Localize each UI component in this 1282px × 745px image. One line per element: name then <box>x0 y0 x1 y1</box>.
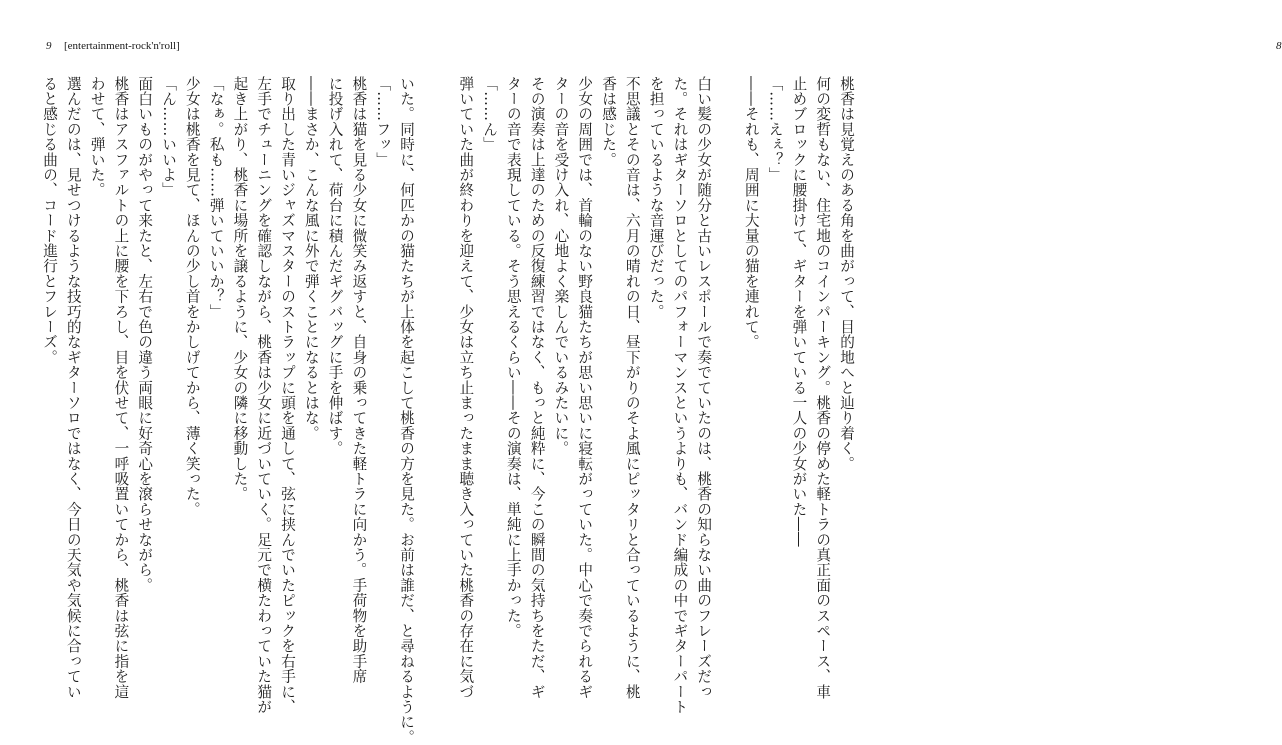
text-line: 何の変哲もない、住宅地のコインパーキング。桃香の停めた軽トラの真正面のスペース、車 <box>814 76 832 700</box>
left-page-text <box>40 76 418 745</box>
text-line: 「……ん」 <box>481 76 499 152</box>
text-line: 弾いていた曲が終わりを迎えて、少女は立ち止まったまま聴き入っていた桃香の存在に気づ <box>457 76 475 700</box>
text-line: 左手でチューニングを確認しながら、桃香は少女に近づいていく。足元で横たわっていた猫が <box>255 76 273 715</box>
page-number-right: 8 <box>1276 40 1282 52</box>
text-line: 「……フッ」 <box>374 76 392 168</box>
text-line: 起き上がり、桃香に場所を譲るように、少女の隣に移動した。 <box>231 76 249 502</box>
text-line: 不思議とその音は、六月の晴れの日、昼下がりのそよ風にピッタリと合っているように、桃 <box>623 76 641 700</box>
text-line: 「なぁ。私も……弾いていいか？」 <box>207 76 225 320</box>
text-line: 香は感じた。 <box>600 76 618 168</box>
text-line: 少女は桃香を見て、ほんの少し首をかしげてから、薄く笑った。 <box>183 76 201 517</box>
text-line: 桃香は見覚えのある角を曲がって、目的地へと辿り着く。 <box>838 76 855 472</box>
text-line: に投げ入れて、荷台に積んだギグバッグに手を伸ばす。 <box>326 76 344 456</box>
text-line: ターの音で表現している。そう思えるくらい――その演奏は、単純に上手かった。 <box>504 76 522 639</box>
text-line: 白い髪の少女が随分と古いレスポールで奏でていたのは、桃香の知らない曲のフレーズだっ <box>695 76 713 700</box>
left-page <box>0 0 450 745</box>
text-line: た。それはギターソロとしてのパフォーマンスというよりも、バンド編成の中でギターパート <box>671 76 689 715</box>
text-line: 選んだのは、見せつけるような技巧的なギターソロではなく、今日の天気や気候に合ってい <box>64 76 82 700</box>
text-line: 桃香は猫を見る少女に微笑み返すと、自身の乗ってきた軽トラに向かう。手荷物を助手席 <box>350 76 368 684</box>
right-page-text <box>457 76 858 715</box>
text-line: を担っているような音運びだった。 <box>647 76 665 320</box>
running-title: [entertainment-rock'n'roll] <box>64 40 180 52</box>
text-line: ターの音を受け入れ、心地よく楽しんでいるみたいに。 <box>552 76 570 456</box>
text-line: ――それも、周囲に大量の猫を連れて。 <box>742 76 760 350</box>
text-line: いた。同時に、何匹かの猫たちが上体を起こして桃香の方を見た。お前は誰だ、と尋ねるように。 <box>398 76 415 745</box>
text-line <box>715 76 739 606</box>
text-line: 「……えぇ？」 <box>766 76 784 183</box>
text-line: ――まさか、こんな風に外で弾くことになるとはな。 <box>302 76 320 441</box>
text-line: 「ん……いいよ」 <box>160 76 178 198</box>
text-line: わせて、弾いた。 <box>88 76 106 198</box>
page-number-left: 9 <box>46 40 52 52</box>
text-line: 止めブロックに腰掛けて、ギターを弾いている一人の少女がいた―― <box>790 76 808 548</box>
text-line: その演奏は上達のための反復練習ではなく、もっと純粋に、今この瞬間の気持ちをただ、ギ <box>528 76 546 700</box>
text-line: 面白いものがやって来たと、左右で色の違う両眼に好奇心を滾らせながら。 <box>136 76 154 593</box>
text-line: 少女の周囲では、首輪のない野良猫たちが思い思いに寝転がっていた。中心で奏でられるギ <box>576 76 594 700</box>
text-line: 桃香はアスファルトの上に腰を下ろし、目を伏せて、一呼吸置いてから、桃香は弦に指を這 <box>112 76 130 700</box>
text-line: 取り出した青いジャズマスターのストラップに頭を通して、弦に挟んでいたピックを右手に、 <box>279 76 297 715</box>
text-line: ると感じる曲の、コード進行とフレーズ。 <box>41 76 59 365</box>
